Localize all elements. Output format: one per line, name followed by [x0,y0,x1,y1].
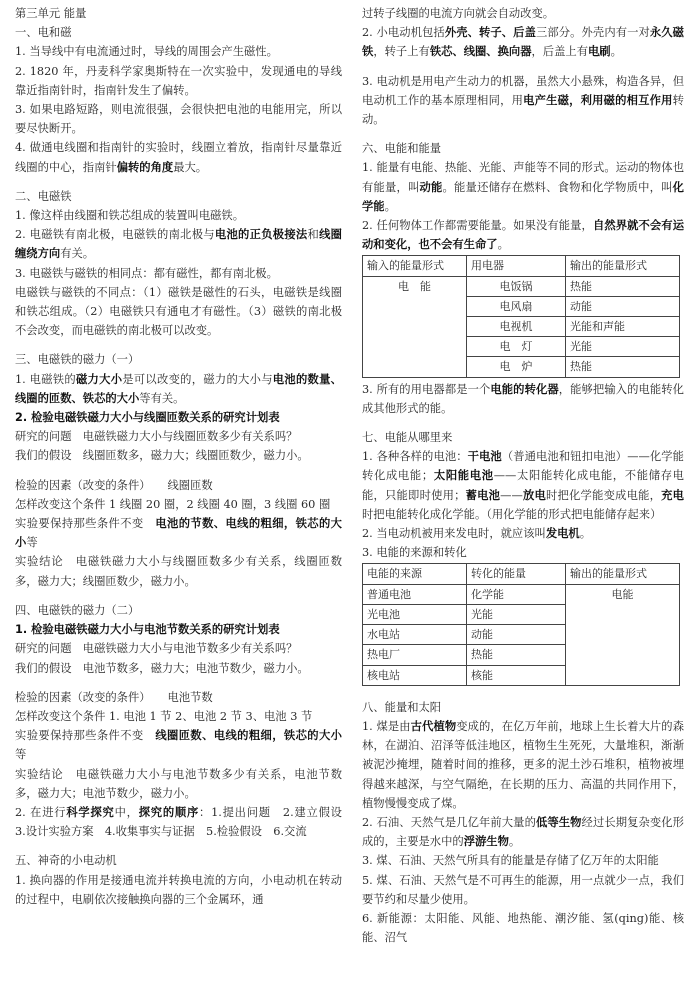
text-run: 时把电能转化成化学能。（用化学能的形式把电能储存起来） [362,507,662,521]
paragraph: 研究的问题 电磁铁磁力大小与电池节数多少有关系吗？ [15,642,298,656]
table-cell: 动能 [467,625,566,645]
table-header: 用电器 [467,256,566,276]
bold-term: 放电 [522,488,547,502]
energy-conversion-table [362,255,680,377]
paragraph [362,380,684,418]
text-run: ——太阳能转化成电能，不能储存电能，只能即时使用； [362,469,684,502]
text-run: 。能量还储存在燃料、食物和化学物质中，叫 [442,180,673,194]
bold-term: 电池的节数、电线的粗细，铁芯的大小 [15,517,342,550]
paragraph: 1. 像这样由线圈和铁芯组成的装置叫电磁铁。 [15,209,245,223]
text-run: 。 [610,45,622,59]
paragraph: 6. 新能源：太阳能、风能、地热能、潮汐能、氢(qing)能、核能、沼气 [362,911,684,945]
text-run: ，能够把输入的电能转化成其他形式的能。 [362,382,684,415]
bold-term: 铁芯、线圈、换向器 [429,45,532,59]
table-cell: 光能 [467,604,566,624]
text-run: 等有关。 [139,391,185,405]
text-run: 1. 各种各样的电池： [362,450,468,464]
table-cell: 核电站 [363,665,467,685]
paragraph [362,447,684,524]
bold-term: 线圈缠绕方向 [15,228,342,261]
table-cell: 热能 [566,357,680,377]
text-run: ，后盖上有 [531,45,588,59]
paragraph [15,726,342,764]
text-run: 时把化学能变成电能， [546,488,662,502]
table-cell: 动能 [566,296,680,316]
table-cell: 普通电池 [363,584,467,604]
paragraph: 3. 如果电路短路，则电流很强，会很快把电池的电能用完，所以要尽快断开。 [15,103,342,136]
bold-term: 充电 [661,488,684,502]
unit-title: 第三单元 能量 [15,7,87,20]
table-cell: 电 灯 [467,337,566,357]
text-run: 中， [114,805,139,819]
paragraph [362,524,684,543]
bold-term: 偏转的角度 [116,160,174,174]
paragraph: 3. 电能的来源和转化 [362,546,467,560]
section-heading: 一、电和磁 [15,26,72,40]
paragraph [362,23,684,61]
table-header-row [363,564,680,584]
paragraph [15,138,342,176]
bold-term: 电刷 [588,45,611,59]
text-run: 1. 煤是由 [362,719,411,733]
text-run: 。 [508,835,521,849]
bold-term: 动能 [419,180,443,194]
bold-term: 低等生物 [535,815,582,829]
table-cell: 热能 [566,276,680,296]
section-heading: 三、电磁铁的磁力（一） [15,353,140,367]
bold-term: 电池的正负极接法 [214,228,308,242]
text-run: 最大。 [173,160,208,174]
table-header: 输出的能量形式 [566,564,680,584]
table-header: 转化的能量 [467,564,566,584]
paragraph: 我们的假设 电池节数多，磁力大；电池节数少，磁力小。 [15,661,309,675]
text-run: 实验要保持那些条件不变 [15,517,156,531]
text-run: 2. 电磁铁有南北极，电磁铁的南北极与 [15,228,215,242]
table-cell: 光电池 [363,604,467,624]
paragraph: 怎样改变这个条件 1 线圈 20 圈，2 线圈 40 圈，3 线圈 60 圈 [15,497,331,511]
table-cell: 热电厂 [363,645,467,665]
table-cell: 电饭锅 [467,276,566,296]
section-heading: 二、电磁铁 [15,189,72,203]
table-row [363,276,680,296]
table-cell: 电 炉 [467,357,566,377]
text-run: 3. 电动机是用电产生动力的机器，虽然大小悬殊，构造各异，但电动机工作的基本原理相同，用 [362,74,684,107]
paragraph: 2. 1820 年，丹麦科学家奥斯特在一次实验中，发现通电的导线靠近指南针时，指南针发生了偏转。 [15,64,342,97]
table-header-row [363,256,680,276]
bold-term: 探究的顺序 [138,805,200,819]
paragraph [15,803,354,841]
bold-term: 太阳能电池 [433,469,494,483]
paragraph [15,225,342,263]
section-heading: 八、能量和太阳 [362,700,442,714]
paragraph: 实验结论 电磁铁磁力大小与线圈匝数多少有关系，线圈匝数多，磁力大；线圈匝数少，磁力小。 [15,555,342,588]
table-cell: 电风扇 [467,296,566,316]
text-run: 等 [15,748,27,762]
table-row [363,584,680,604]
bold-term: 科学探究 [66,805,115,819]
section-heading: 四、电磁铁的磁力（二） [15,603,140,617]
text-run: 实验要保持那些条件不变 [15,729,156,743]
left-column [15,4,354,909]
paragraph [15,408,342,427]
text-run: 2. 小电动机包括 [362,26,445,40]
table-cell: 光能 [566,337,680,357]
paragraph [15,370,342,408]
text-run: 。 [384,199,396,213]
text-run: 和 [307,228,320,242]
text-run: 2. 石油、天然气是几亿年前大量的 [362,815,536,829]
text-run: 4. 做通电线圈和指南针的实验时，线圈立着放，指南针尽量靠近线圈的中心，指南针 [15,141,342,174]
bold-term: 电池的数量、线圈的匝数、铁芯的大小 [15,372,342,405]
bold-term: 蓄电池 [465,488,501,502]
text-run: 。 [579,527,592,541]
paragraph [362,158,684,216]
table-header: 输出的能量形式 [566,256,680,276]
text-run: 2. 任何物体工作都需要能量。如果没有能量， [362,219,593,233]
text-run: 有关。 [60,247,95,261]
text-run: 经过长期复杂变化形成的，主要是水中的 [362,815,684,849]
bold-term: 磁力大小 [75,372,123,386]
paragraph: 电磁铁与磁铁的不同点：（1）磁铁是磁性的石头，电磁铁是线圈和铁芯组成。（2）电磁铁只有通电才有磁性。（3）磁铁的南北极不会改变，而电磁铁的南北极可以改变。 [15,285,342,338]
section-heading: 七、电能从哪里来 [362,431,453,445]
text-run: 1. 电磁铁的 [15,372,76,386]
paragraph: 5. 煤、石油、天然气是不可再生的能源，用一点就少一点，我们要节约和尽量少使用。 [362,873,684,906]
text-run: 是可以改变的，磁力的大小与 [122,372,273,386]
table-cell-output: 电能 [566,584,680,685]
table-cell: 化学能 [467,584,566,604]
table-header: 输入的能量形式 [363,256,467,276]
energy-source-table [362,563,680,685]
text-run: 2. 当电动机被用来发电时，就应该叫 [362,527,546,541]
bold-term: 自然界就不会有运动和变化，也不会有生命了 [362,219,684,252]
section-heading: 五、神奇的小电动机 [15,854,117,868]
paragraph: 过转子线圈的电流方向就会自动改变。 [362,7,555,20]
section-heading: 六、电能和能量 [362,142,442,156]
paragraph: 3. 电磁铁与磁铁的相同点：都有磁性，都有南北极。 [15,266,278,280]
paragraph [362,72,684,130]
table-cell: 电视机 [467,317,566,337]
paragraph: 检验的因素（改变的条件） 线圈匝数 [15,478,213,492]
right-column [362,4,684,947]
paragraph [15,620,342,639]
bold-term: 发电机 [545,527,580,541]
text-run: （普通电池和钮扣电池）——化学能转化成电能； [362,450,684,483]
paragraph: 实验结论 电磁铁磁力大小与电池节数多少有关系，电池节数多，磁力大；电池节数少，磁力小。 [15,767,342,800]
paragraph: 检验的因素（改变的条件） 电池节数 [15,690,213,704]
bold-term: 浮游生物 [463,835,509,849]
bold-term: 线圈匝数、电线的粗细，铁芯的大小 [155,729,342,743]
text-run: 变成的，在亿万年前，地球上生长着大片的森林，在湖泊、沼泽等低洼地区，植物生生死死，大量堆积，渐渐被泥沙掩埋，随着时间的推移，更多的泥土沙石堆积，植物被埋得越来越深，与空气隔绝，在长期的压力、高温的共同作用下，植物慢慢变成了煤。 [362,719,684,810]
text-run: ，转子上有 [373,45,430,59]
paragraph: 我们的假设 线圈匝数多，磁力大；线圈匝数少，磁力小。 [15,449,309,463]
paragraph: 1. 换向器的作用是接通电流并转换电流的方向，小电动机在转动的过程中，电刷依次接触换向器的三个金属环，通 [15,873,342,906]
bold-term: 1. 检验电磁铁磁力大小与电池节数关系的研究计划表 [15,623,280,637]
paragraph: 研究的问题 电磁铁磁力大小与线圈匝数多少有关系吗？ [15,430,298,444]
paragraph: 怎样改变这个条件 1. 电池 1 节 2、电池 2 节 3、电池 3 节 [15,709,313,723]
paragraph: 3. 煤、石油、天然气所具有的能量是存储了亿万年的太阳能 [362,854,659,868]
text-run: 。 [497,238,509,252]
bold-term: 2. 检验电磁铁磁力大小与线圈匝数关系的研究计划表 [15,411,280,425]
text-run: 转动。 [362,93,684,127]
table-cell: 核能 [467,665,566,685]
bold-term: 古代植物 [410,719,457,733]
bold-term: 化学能 [362,180,684,213]
paragraph [362,717,684,813]
text-run: 1. 能量有电能、热能、光能、声能等不同的形式。运动的物体也有能量，叫 [362,161,684,194]
bold-term: 电能的转化器 [490,382,559,396]
text-run: 3. 所有的用电器都是一个 [362,382,491,396]
text-run: 等 [26,536,38,550]
table-cell: 水电站 [363,625,467,645]
table-cell: 光能和声能 [566,317,680,337]
bold-term: 外壳、转子、后盖 [444,26,536,40]
paragraph [362,813,684,851]
table-cell: 热能 [467,645,566,665]
paragraph: 1. 当导线中有电流通过时，导线的周围会产生磁性。 [15,45,278,59]
bold-term: 电产生磁，利用磁的相互作用 [523,93,673,107]
text-run: 2. 在进行 [15,805,67,819]
paragraph [362,216,684,254]
table-header: 电能的来源 [363,564,467,584]
text-run: ：1.提出问题 2.建立假设 3.设计实验方案 4.收集事实与证据 5.检验假设 6.交流 [15,805,354,839]
text-run: —— [500,488,523,502]
bold-term: 永久磁铁 [362,26,684,59]
bold-term: 干电池 [467,450,502,464]
table-cell-input: 电 能 [363,276,467,377]
paragraph [15,514,342,552]
text-run: 三部分。外壳内有一对 [535,26,650,40]
